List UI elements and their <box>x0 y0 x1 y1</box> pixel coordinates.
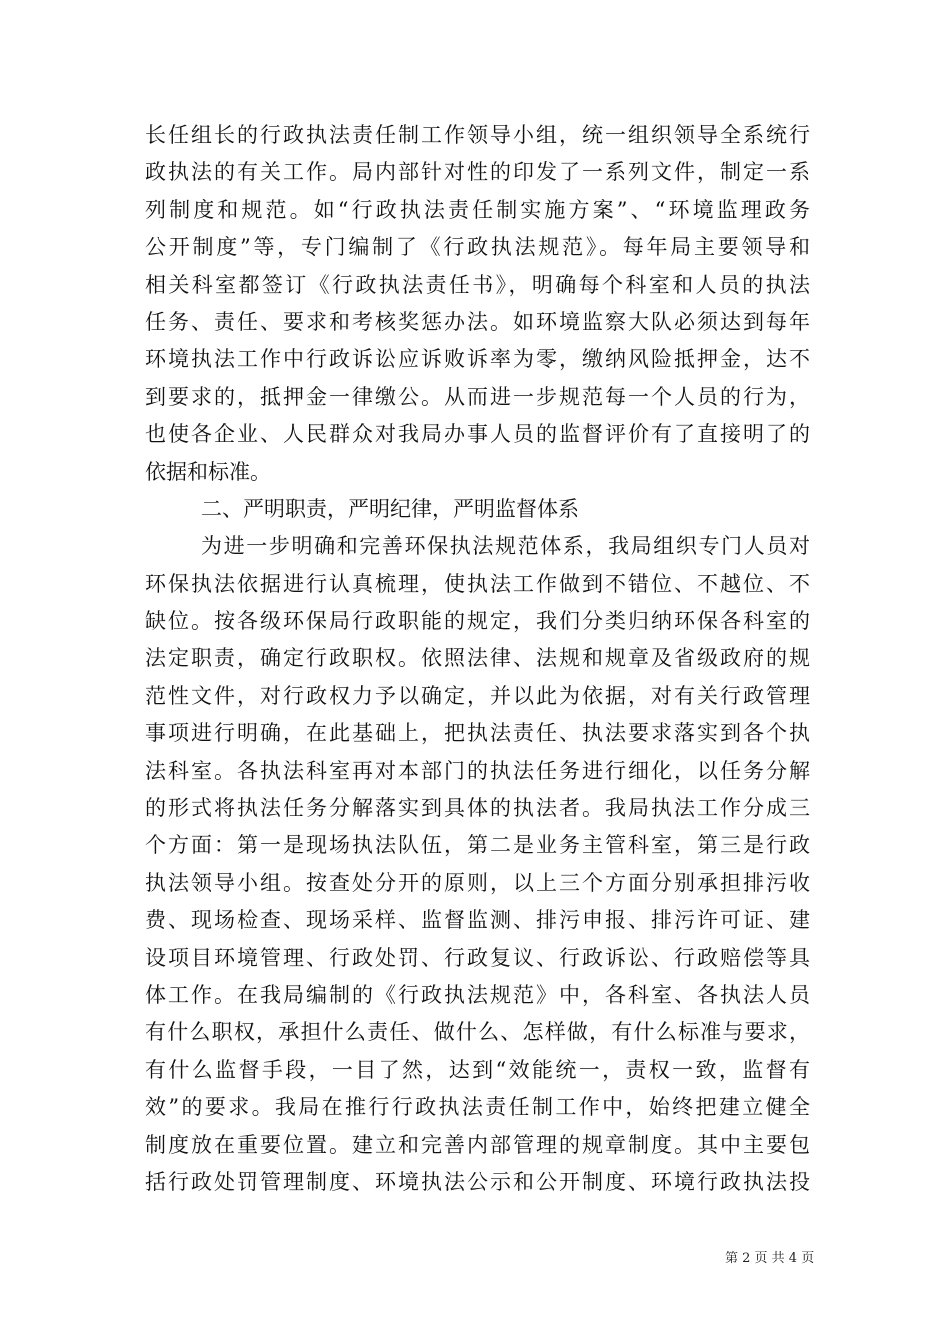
text-line: 环境执法工作中行政诉讼应诉败诉率为零，缴纳风险抵押金，达不 <box>145 347 810 372</box>
text-line: 任务、责任、要求和考核奖惩办法。如环境监察大队必须达到每年 <box>145 309 810 334</box>
text-line: 效”的要求。我局在推行行政执法责任制工作中，始终把建立健全 <box>145 1095 810 1120</box>
text-line: 有什么职权，承担什么责任、做什么、怎样做，有什么标准与要求， <box>145 1020 810 1045</box>
text-line: 为进一步明确和完善环保执法规范体系，我局组织专门人员对 <box>201 534 810 559</box>
body-text <box>145 117 810 1201</box>
text-line: 政执法的有关工作。局内部针对性的印发了一系列文件，制定一系 <box>145 160 810 185</box>
text-line: 相关科室都签订《行政执法责任书》，明确每个科室和人员的执法 <box>145 272 810 297</box>
text-line: 依据和标准。 <box>145 459 271 484</box>
text-line: 个方面：第一是现场执法队伍，第二是业务主管科室，第三是行政 <box>145 833 810 858</box>
text-line: 体工作。在我局编制的《行政执法规范》中，各科室、各执法人员 <box>145 982 810 1007</box>
text-line: 长任组长的行政执法责任制工作领导小组，统一组织领导全系统行 <box>145 123 810 147</box>
text-line: 到要求的，抵押金一律缴公。从而进一步规范每一个人员的行为， <box>145 384 810 409</box>
text-line: 法科室。各执法科室再对本部门的执法任务进行细化，以任务分解 <box>145 758 810 783</box>
text-line: 设项目环境管理、行政处罚、行政复议、行政诉讼、行政赔偿等具 <box>145 945 810 970</box>
text-line: 也使各企业、人民群众对我局办事人员的监督评价有了直接明了的 <box>145 422 810 447</box>
page-number: 第 2 页 共 4 页 <box>725 1251 815 1266</box>
text-line: 执法领导小组。按查处分开的原则，以上三个方面分别承担排污收 <box>145 870 810 895</box>
text-line: 事项进行明确，在此基础上，把执法责任、执法要求落实到各个执 <box>145 721 810 746</box>
text-line: 缺位。按各级环保局行政职能的规定，我们分类归纳环保各科室的 <box>145 609 810 634</box>
section-heading: 二、严明职责，严明纪律，严明监督体系 <box>201 496 579 521</box>
text-line: 环保执法依据进行认真梳理，使执法工作做到不错位、不越位、不 <box>145 571 810 596</box>
text-line: 费、现场检查、现场采样、监督监测、排污申报、排污许可证、建 <box>145 908 810 933</box>
text-line: 列制度和规范。如“行政执法责任制实施方案”、“环境监理政务 <box>145 197 810 222</box>
text-line: 的形式将执法任务分解落实到具体的执法者。我局执法工作分成三 <box>145 796 810 821</box>
text-line: 范性文件，对行政权力予以确定，并以此为依据，对有关行政管理 <box>145 683 810 708</box>
text-line: 公开制度”等，专门编制了《行政执法规范》。每年局主要领导和 <box>145 235 810 260</box>
text-line: 括行政处罚管理制度、环境执法公示和公开制度、环境行政执法投 <box>145 1169 810 1194</box>
text-line: 制度放在重要位置。建立和完善内部管理的规章制度。其中主要包 <box>145 1132 810 1157</box>
text-line: 有什么监督手段，一目了然，达到“效能统一，责权一致，监督有 <box>145 1057 810 1082</box>
text-line: 法定职责，确定行政职权。依照法律、法规和规章及省级政府的规 <box>145 646 810 671</box>
